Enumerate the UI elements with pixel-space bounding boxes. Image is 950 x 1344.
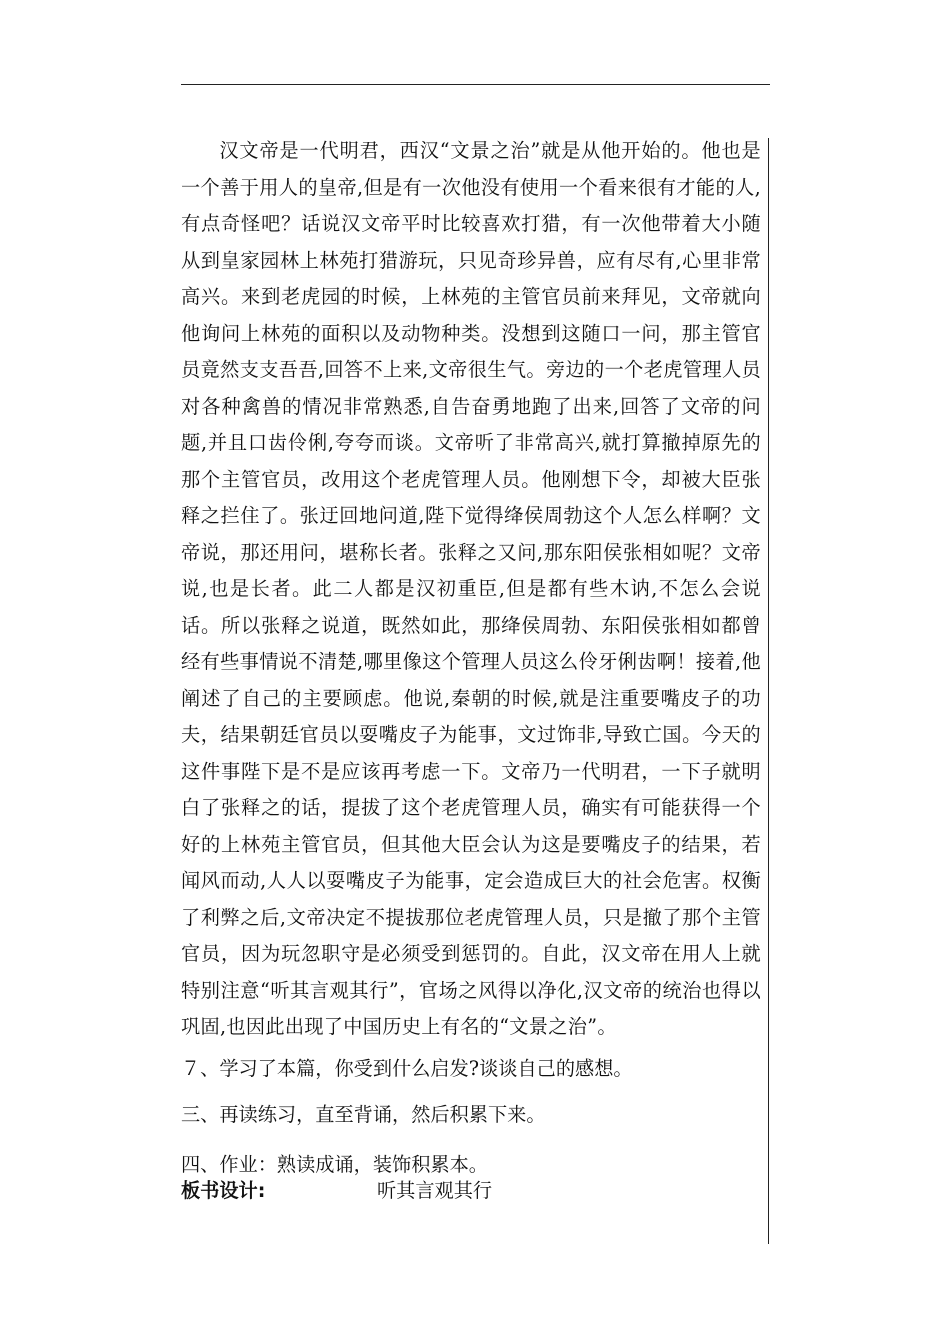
board-design-label: 板书设计: [181,1179,266,1202]
board-design [181,1177,493,1205]
board-design-value: 听其言观其行 [377,1179,493,1202]
step-3-reread: 三、再读练习，直至背诵，然后积累下来。 [181,1103,546,1126]
question-7: ７、学习了本篇，你受到什么启发?谈谈自己的感想。 [181,1057,633,1080]
margin-rule [768,138,769,1244]
story-paragraph: 汉文帝是一代明君，西汉“文景之治”就是从他开始的。他也是一个善于用人的皇帝,但是有一次他没有使用一个看来很有才能的人,有点奇怪吧？话说汉文帝平时比较喜欢打猎，有一次他带着大小随从到皇家园林上林苑打猎游玩，只见奇珍异兽，应有尽有,心里非常高兴。来到老虎园的时候，上林苑的主管官员前来拜见，文帝就向他询问上林苑的面积以及动物种类。没想到这随口一问，那主管官员竟然支支吾吾,回答不上来,文帝很生气。旁边的一个老虎管理人员对各种禽兽的情况非常熟悉,自告奋勇地跑了出来,回答了文帝的问题,并且口齿伶俐,夸夸而谈。文帝听了非常高兴,就打算撤掉原先的那个主管官员，改用这个老虎管理人员。他刚想下令，却被大臣张释之拦住了。张迂回地问道,陛下觉得绛侯周勃这个人怎么样啊？文帝说，那还用问，堪称长者。张释之又问,那东阳侯张相如呢？文帝说,也是长者。此二人都是汉初重臣,但是都有些木讷,不怎么会说话。所以张释之说道，既然如此，那绛侯周勃、东阳侯张相如都曾经有些事情说不清楚,哪里像这个管理人员这么伶牙俐齿啊！接着,他阐述了自己的主要顾虑。他说,秦朝的时候,就是注重要嘴皮子的功夫，结果朝廷官员以耍嘴皮子为能事，文过饰非,导致亡国。今天的这件事陛下是不是应该再考虑一下。文帝乃一代明君，一下子就明白了张释之的话，提拔了这个老虎管理人员，确实有可能获得一个好的上林苑主管官员，但其他大臣会认为这是要嘴皮子的结果，若闻风而动,人人以耍嘴皮子为能事，定会造成巨大的社会危害。权衡了利弊之后,文帝决定不提拔那位老虎管理人员，只是撤了那个主管官员，因为玩忽职守是必须受到惩罚的。自此，汉文帝在用人上就特别注意“听其言观其行”，官场之风得以净化,汉文帝的统治也得以巩固,也因此出现了中国历史上有名的“文景之治”。 [181,139,761,1038]
header-rule [181,84,770,85]
step-4-homework: 四、作业：熟读成诵，装饰积累本。 [181,1153,488,1176]
